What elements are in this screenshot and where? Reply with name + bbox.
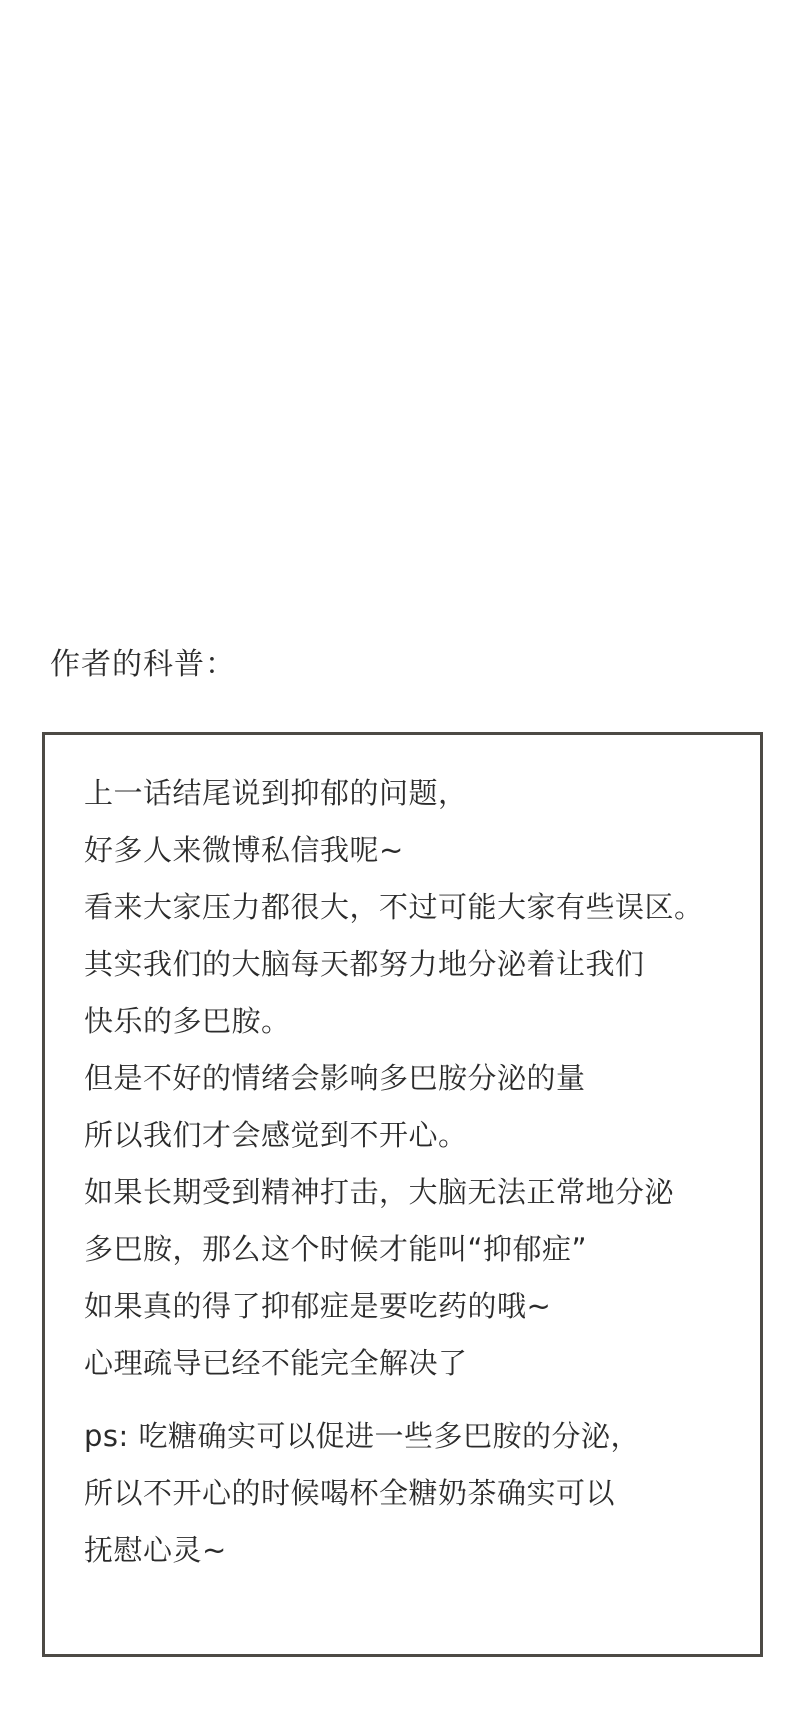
- ps-note: [84, 1408, 754, 1579]
- note-line: 快乐的多巴胺。: [84, 1004, 291, 1038]
- ps-line: 所以不开心的时候喝杯全糖奶茶确实可以: [84, 1476, 616, 1510]
- ps-line: 抚慰心灵~: [84, 1533, 227, 1567]
- note-line: 其实我们的大脑每天都努力地分泌着让我们: [84, 947, 645, 981]
- note-line: 但是不好的情绪会影响多巴胺分泌的量: [84, 1061, 586, 1095]
- note-body: [84, 765, 754, 1579]
- note-line: 看来大家压力都很大，不过可能大家有些误区。: [84, 890, 704, 924]
- note-line: 如果真的得了抑郁症是要吃药的哦~: [84, 1289, 552, 1323]
- note-line: 多巴胺，那么这个时候才能叫“抑郁症”: [84, 1232, 588, 1266]
- note-line: 所以我们才会感觉到不开心。: [84, 1118, 468, 1152]
- note-line: 好多人来微博私信我呢~: [84, 833, 404, 867]
- note-line: 如果长期受到精神打击，大脑无法正常地分泌: [84, 1175, 675, 1209]
- ps-line: ps: 吃糖确实可以促进一些多巴胺的分泌，: [84, 1419, 641, 1453]
- note-line: 上一话结尾说到抑郁的问题，: [84, 776, 468, 810]
- note-line: 心理疏导已经不能完全解决了: [84, 1346, 468, 1380]
- note-box: [42, 732, 763, 1657]
- section-heading: 作者的科普：: [50, 647, 236, 682]
